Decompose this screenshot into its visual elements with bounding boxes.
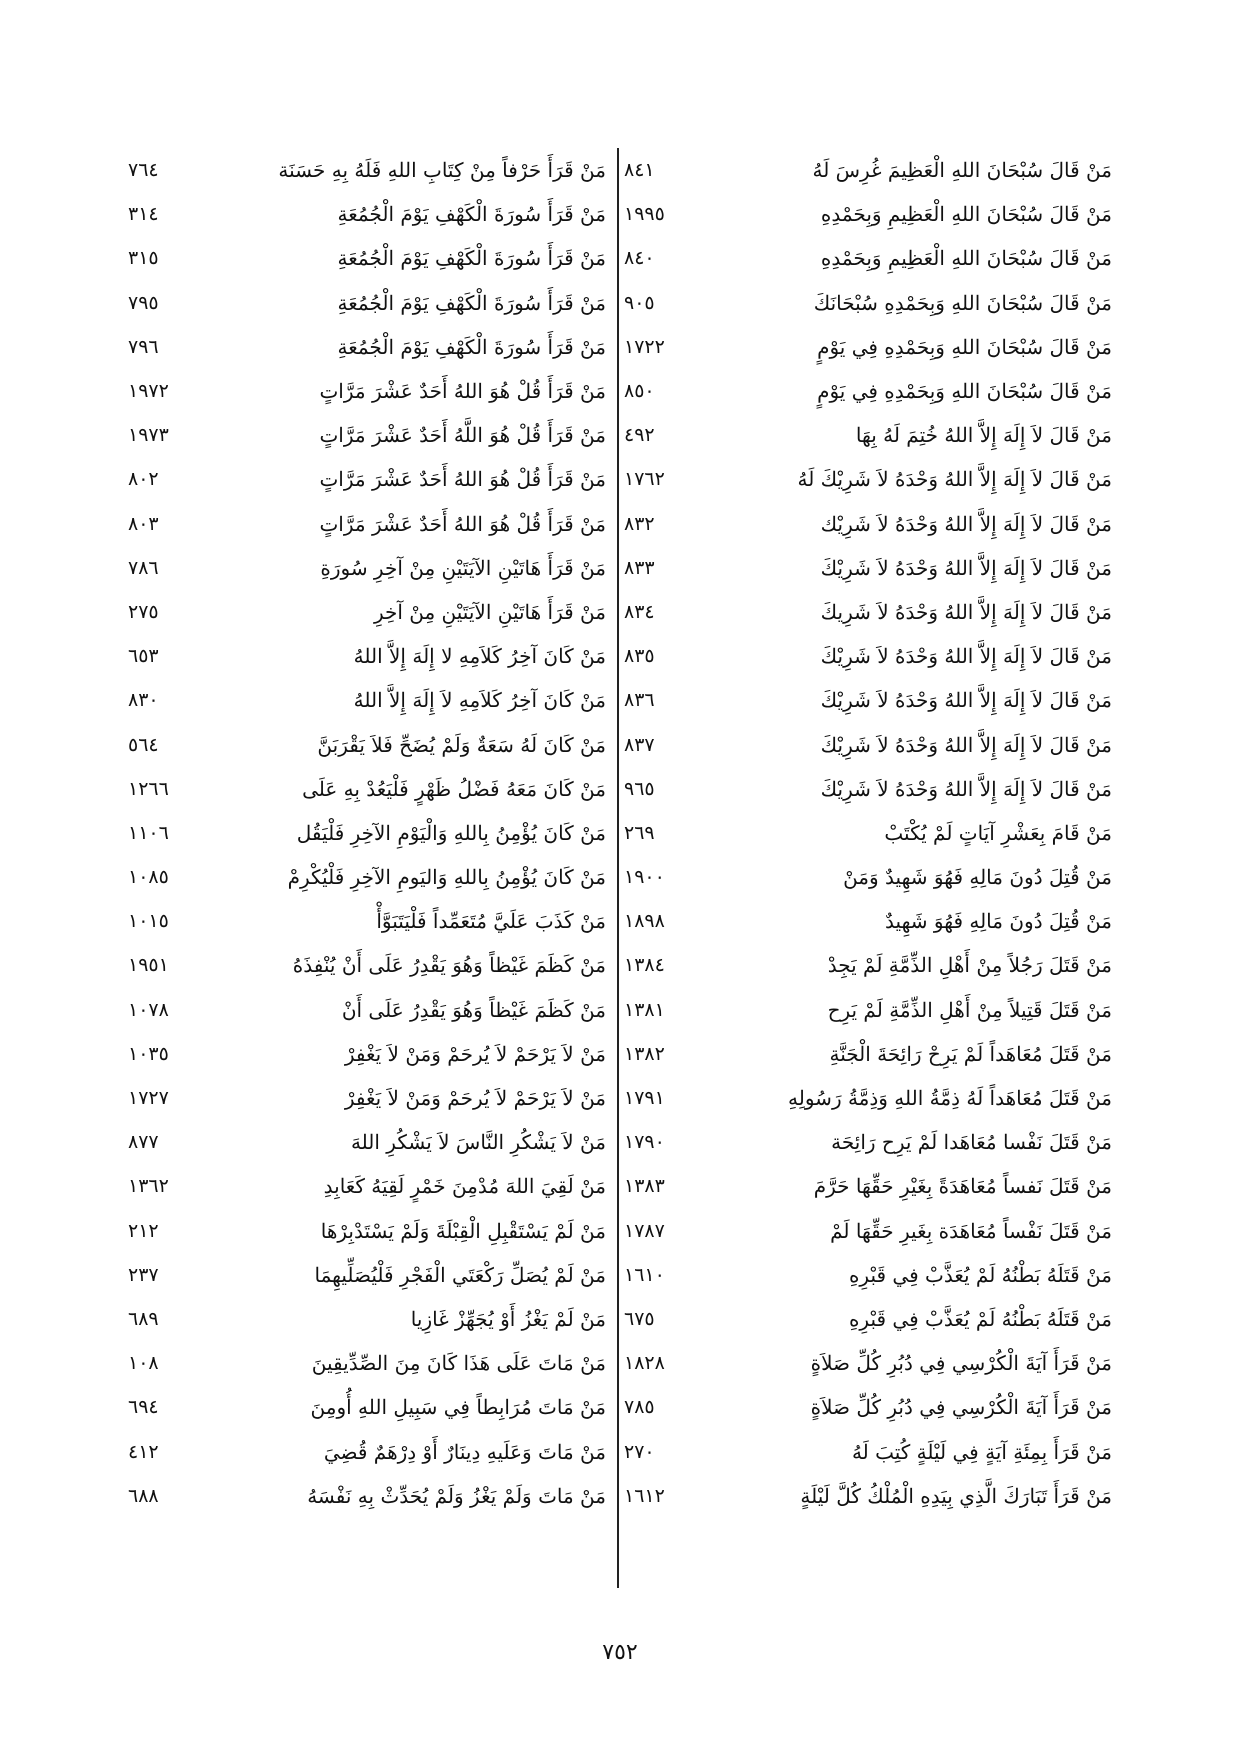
index-entry [624, 943, 1112, 987]
hadith-number: ٣١٥ [128, 247, 159, 270]
hadith-incipit: مَنْ قَالَ لاَ إِلَهَ إِلاَّ اللهُ وَحْدَهُ لاَ شَرِيْكَ [820, 732, 1112, 757]
index-entry [624, 1385, 1112, 1429]
index-entry [624, 767, 1112, 811]
column-divider [617, 148, 619, 1588]
hadith-incipit: مَنْ لَمْ يَسْتَقْبِلِ الْقِبْلَةَ وَلَمْ يَسْتَدْبِرْهَا [320, 1218, 606, 1243]
hadith-number: ٦٨٨ [128, 1484, 159, 1507]
index-entry [624, 192, 1112, 236]
hadith-number: ٨٣٣ [624, 556, 655, 579]
hadith-number: ١٩٥١ [128, 954, 169, 977]
page-number: ٧٥٢ [602, 1640, 638, 1665]
index-entry [128, 811, 606, 855]
hadith-incipit: مَنْ مَاتَ عَلَى هَذَا كَانَ مِنَ الصِّدِّيقِينَ [311, 1351, 606, 1376]
hadith-number: ١٩٩٥ [624, 203, 665, 226]
index-entry [128, 325, 606, 369]
hadith-number: ٧٩٥ [128, 291, 159, 314]
hadith-number: ٧٨٥ [624, 1396, 655, 1419]
hadith-incipit: مَنْ قَرَأَ سُورَةَ الْكَهْفِ يَوْمَ الْجُمُعَةِ [337, 334, 606, 359]
hadith-number: ٨٤١ [624, 159, 655, 182]
index-entry [624, 546, 1112, 590]
hadith-incipit: مَنْ كَانَ آخِرُ كَلاَمِهِ لا إِلَهَ إِلاَّ اللهُ [353, 644, 606, 669]
hadith-number: ٨٠٢ [128, 468, 159, 491]
hadith-number: ٦٨٩ [128, 1307, 159, 1330]
index-entry [128, 1032, 606, 1076]
index-entry [128, 502, 606, 546]
hadith-incipit: مَنْ كَانَ يُؤْمِنُ بِاللهِ وَالْيَوْمِ الآخِرِ فَلْيَقُل [296, 820, 606, 845]
hadith-number: ١٢٦٦ [128, 777, 169, 800]
hadith-incipit: مَنْ قَتَلَ نَفْساً مُعَاهَدَة بِغَيرِ حَقِّهَا لَمْ [830, 1218, 1112, 1243]
index-entry [624, 457, 1112, 501]
index-entry [624, 1429, 1112, 1473]
hadith-number: ٤١٢ [128, 1440, 159, 1463]
index-entry [624, 811, 1112, 855]
hadith-incipit: مَنْ قَرَأَ قُلْ هُوَ اللهُ أَحَدٌ عَشْرَ مَرَّاتٍ [319, 511, 606, 536]
index-entry [624, 1253, 1112, 1297]
hadith-incipit: مَنْ قَتَلَ مُعَاهَداً لَمْ يَرِحْ رَائِحَةَ الْجَنَّةِ [829, 1041, 1112, 1066]
hadith-incipit: مَنْ قَتَلَ نَفساً مُعَاهَدَةً بِغَيْرِ حَقِّهَا حَرَّمَ [813, 1174, 1112, 1199]
index-entry [128, 1429, 606, 1473]
hadith-number: ٤٩٢ [624, 424, 655, 447]
hadith-number: ١٦١٢ [624, 1484, 665, 1507]
hadith-number: ٦٩٤ [128, 1396, 159, 1419]
hadith-number: ٨٠٣ [128, 512, 159, 535]
index-entry [624, 236, 1112, 280]
hadith-number: ١٦١٠ [624, 1263, 665, 1286]
hadith-incipit: مَنْ قَالَ سُبْحَانَ اللهِ وَبِحَمْدِهِ فِي يَوْمٍ [817, 379, 1112, 404]
hadith-number: ٨٧٧ [128, 1131, 159, 1154]
hadith-incipit: مَنْ قَالَ لاَ إِلَهَ إِلاَّ اللهُ وَحْدَهُ لاَ شَرِيْكَ [820, 776, 1112, 801]
hadith-number: ٢١٢ [128, 1219, 159, 1242]
hadith-number: ١٣٨٢ [624, 1042, 665, 1065]
hadith-incipit: مَنْ قَالَ لاَ إِلَهَ إِلاَّ اللهُ وَحْدَهُ لاَ شَرِيْكَ [820, 555, 1112, 580]
index-entry [624, 369, 1112, 413]
hadith-number: ١٧٢٢ [624, 335, 665, 358]
hadith-number: ١٠١٥ [128, 910, 169, 933]
index-entry [128, 590, 606, 634]
hadith-number: ١٧٩٠ [624, 1131, 665, 1154]
hadith-incipit: مَنْ قَرَأَ هَاتَيْنِ الآيَتَيْنِ مِنْ آخِرِ سُورَةِ [320, 555, 606, 580]
hadith-number: ٨٣٢ [624, 512, 655, 535]
index-entry [128, 1164, 606, 1208]
hadith-incipit: مَنْ قَتَلَهُ بَطْنُهُ لَمْ يُعَذَّبْ فِي قَبْرِهِ [848, 1306, 1112, 1331]
hadith-number: ٦٥٣ [128, 645, 159, 668]
index-entry [624, 899, 1112, 943]
index-entry [624, 1076, 1112, 1120]
index-entry [128, 767, 606, 811]
index-entry [128, 1385, 606, 1429]
hadith-incipit: مَنْ كَانَ يُؤْمِنُ بِاللهِ وَاليَومِ الآخِرِ فَلْيُكْرِمْ [287, 865, 606, 890]
hadith-incipit: مَنْ قَرَأَ قُلْ هُوَ اللَّهُ أَحَدٌ عَشْرَ مَرَّاتٍ [319, 423, 606, 448]
index-entry [624, 1164, 1112, 1208]
hadith-incipit: مَنْ قَرَأَ آيَةَ الْكُرْسِي فِي دُبُرِ كُلِّ صَلاَةٍ [810, 1351, 1112, 1376]
hadith-incipit: مَنْ قَتَلَ قَتِيلاً مِنْ أَهْلِ الذِّمَّةِ لَمْ يَرِح [827, 997, 1112, 1022]
index-entry [624, 988, 1112, 1032]
hadith-incipit: مَنْ قَالَ سُبْحَانَ اللهِ الْعَظِيمَ غُرِسَ لَهُ [812, 158, 1112, 183]
hadith-incipit: مَنْ قُتِلَ دُونَ مَالِهِ فَهُوَ شَهِيدٌ [885, 909, 1112, 934]
hadith-number: ١١٠٦ [128, 821, 169, 844]
hadith-number: ١٨٩٨ [624, 910, 665, 933]
hadith-number: ١٣٦٢ [128, 1175, 169, 1198]
hadith-incipit: مَنْ لَمْ يَغْزُ أَوْ يُجَهِّزْ غَازِيا [410, 1306, 606, 1331]
index-entry [624, 281, 1112, 325]
index-entry [128, 943, 606, 987]
index-entry [128, 1209, 606, 1253]
hadith-number: ١٧٢٧ [128, 1087, 169, 1110]
hadith-number: ٨٤٠ [624, 247, 655, 270]
index-entry [128, 281, 606, 325]
hadith-incipit: مَنْ لَقِيَ اللهَ مُدْمِنَ خَمْرٍ لَقِيَهُ كَعَابِدِ [323, 1174, 606, 1199]
hadith-number: ١٨٢٨ [624, 1352, 665, 1375]
hadith-incipit: مَنْ قَالَ لاَ إِلَهَ إِلاَّ اللهُ وَحْدَهُ لاَ شَرِيكَ [820, 599, 1112, 624]
index-entry [624, 678, 1112, 722]
index-entry [128, 678, 606, 722]
hadith-number: ٩٦٥ [624, 777, 655, 800]
hadith-incipit: مَنْ قَالَ لاَ إِلَهَ إِلاَّ اللهُ وَحْدَهُ لاَ شَرِيْك [820, 511, 1112, 536]
hadith-incipit: مَنْ قَرَأَ تَبَارَكَ الَّذِي بِيَدِهِ الْمُلْكُ كُلَّ لَيْلَةٍ [800, 1483, 1112, 1508]
index-entry [128, 988, 606, 1032]
hadith-incipit: مَنْ قَتَلَ نَفْسا مُعَاهَدا لَمْ يَرِح رَائِحَة [831, 1130, 1112, 1155]
hadith-number: ٥٦٤ [128, 733, 159, 756]
index-entry [624, 1209, 1112, 1253]
hadith-number: ٨٣٠ [128, 689, 159, 712]
hadith-incipit: مَنْ قُتِلَ دُونَ مَالِهِ فَهُوَ شَهِيدٌ وَمَنْ [843, 865, 1112, 890]
left-index-column [128, 148, 606, 1518]
index-entry [624, 855, 1112, 899]
hadith-number: ٨٣٦ [624, 689, 655, 712]
hadith-number: ١٣٨٣ [624, 1175, 665, 1198]
index-entry [624, 1341, 1112, 1385]
hadith-incipit: مَنْ قَالَ سُبْحَانَ اللهِ الْعَظِيمِ وَبِحَمْدِهِ [820, 246, 1112, 271]
hadith-incipit: مَنْ قَرَأَ قُلْ هُوَ اللهُ أَحَدٌ عَشْرَ مَرَّاتٍ [319, 467, 606, 492]
hadith-number: ١٣٨٤ [624, 954, 665, 977]
hadith-number: ١٠٨٥ [128, 866, 169, 889]
index-entry [128, 369, 606, 413]
hadith-number: ١٠٣٥ [128, 1042, 169, 1065]
index-entry [128, 413, 606, 457]
hadith-number: ٢٧٠ [624, 1440, 655, 1463]
index-entry [624, 413, 1112, 457]
hadith-incipit: مَنْ قَالَ سُبْحَانَ اللهِ وَبِحَمْدِهِ فِي يَوْمٍ [817, 334, 1112, 359]
hadith-incipit: مَنْ كَظَمَ غَيْظاً وَهُوَ يَقْدِرُ عَلَى أَنْ [341, 997, 606, 1022]
hadith-number: ٢٧٥ [128, 600, 159, 623]
index-entry [624, 502, 1112, 546]
index-entry [624, 722, 1112, 766]
hadith-number: ١٩٧٢ [128, 380, 169, 403]
index-entry [624, 1297, 1112, 1341]
hadith-incipit: مَنْ قَرَأَ هَاتَيْنِ الآيَتَيْنِ مِنْ آخِرِ [373, 599, 606, 624]
index-entry [128, 192, 606, 236]
hadith-incipit: مَنْ قَالَ لاَ إِلَهَ إِلاَّ اللهُ وَحْدَهُ لاَ شَرِيْكَ [820, 644, 1112, 669]
hadith-incipit: مَنْ قَرَأَ سُورَةَ الْكَهْفِ يَوْمَ الْجُمُعَةِ [337, 202, 606, 227]
hadith-incipit: مَنْ كَانَ آخِرُ كَلاَمِهِ لاَ إِلَهَ إِلاَّ اللهُ [353, 688, 606, 713]
hadith-incipit: مَنْ لاَ يَشْكُرِ النَّاسَ لاَ يَشْكُرِ اللهَ [350, 1130, 606, 1155]
hadith-incipit: مَنْ مَاتَ وَعَلَيهِ دِينَارٌ أَوْ دِرْهَمٌ قُضِيَ [323, 1439, 606, 1464]
index-entry [624, 1474, 1112, 1518]
hadith-incipit: مَنْ مَاتَ مُرَابِطاً فِي سَبِيلِ اللهِ أُومِنَ [310, 1395, 606, 1420]
index-entry [128, 1076, 606, 1120]
index-entry [128, 855, 606, 899]
index-entry [624, 1120, 1112, 1164]
hadith-incipit: مَنْ قَالَ سُبْحَانَ اللهِ الْعَظِيمِ وَبِحَمْدِهِ [820, 202, 1112, 227]
hadith-incipit: مَنْ قَتَلَهُ بَطْنُهُ لَمْ يُعَذَّبْ فِي قَبْرِهِ [848, 1262, 1112, 1287]
hadith-incipit: مَنْ لاَ يَرْحَمْ لاَ يُرحَمْ وَمَنْ لاَ يَغْفِرْ [344, 1041, 606, 1066]
hadith-number: ٢٣٧ [128, 1263, 159, 1286]
hadith-incipit: مَنْ قَالَ سُبْحَانَ اللهِ وَبِحَمْدِهِ سُبْحَانَكَ [813, 290, 1112, 315]
hadith-number: ٨٥٠ [624, 380, 655, 403]
hadith-incipit: مَنْ قَرَأَ سُورَةَ الْكَهْفِ يَوْمَ الْجُمُعَةِ [337, 290, 606, 315]
index-entry [128, 634, 606, 678]
index-entry [624, 634, 1112, 678]
hadith-incipit: مَنْ قَرَأَ قُلْ هُوَ اللهُ أَحَدٌ عَشْرَ مَرَّاتٍ [319, 379, 606, 404]
index-entry [128, 148, 606, 192]
index-entry [128, 1253, 606, 1297]
hadith-number: ١٧٦٢ [624, 468, 665, 491]
hadith-incipit: مَنْ قَرَأَ سُورَةَ الْكَهْفِ يَوْمَ الْجُمُعَةِ [337, 246, 606, 271]
hadith-incipit: مَنْ قَالَ لاَ إِلَهَ إِلاَّ اللهُ وَحْدَهُ لاَ شَرِيْكَ [820, 688, 1112, 713]
hadith-number: ٣١٤ [128, 203, 159, 226]
hadith-incipit: مَنْ قَرَأَ بِمِئَةِ آيَةٍ فِي لَيْلَةٍ كُتِبَ لَهُ [851, 1439, 1112, 1464]
hadith-incipit: مَنْ قَالَ لاَ إِلَهَ إِلاَّ اللهُ وَحْدَهُ لاَ شَرِيْكَ لَهُ [797, 467, 1112, 492]
hadith-number: ٨٣٧ [624, 733, 655, 756]
hadith-number: ١٧٩١ [624, 1087, 665, 1110]
hadith-number: ١٩٧٣ [128, 424, 169, 447]
index-entry [128, 1297, 606, 1341]
hadith-incipit: مَنْ قَامَ بِعَشْرِ آيَاتٍ لَمْ يُكْتَبْ [884, 820, 1112, 845]
index-entry [624, 1032, 1112, 1076]
hadith-incipit: مَنْ كَانَ لَهُ سَعَةٌ وَلَمْ يُضَحِّ فَلاَ يَقْرَبَنَّ [317, 732, 606, 757]
index-entry [128, 1474, 606, 1518]
index-entry [624, 148, 1112, 192]
index-entry [128, 1341, 606, 1385]
hadith-incipit: مَنْ مَاتَ وَلَمْ يَغْزُ وَلَمْ يُحَدِّثْ بِهِ نَفْسَهُ [307, 1483, 606, 1508]
hadith-number: ١٧٨٧ [624, 1219, 665, 1242]
hadith-number: ٨٣٤ [624, 600, 655, 623]
hadith-incipit: مَنْ قَرَأَ حَرْفاً مِنْ كِتَابِ اللهِ فَلَهُ بِهِ حَسَنَة [278, 158, 606, 183]
index-entry [128, 899, 606, 943]
hadith-incipit: مَنْ قَتَلَ رَجُلاً مِنْ أَهْلِ الذِّمَّةِ لَمْ يَجِدْ [827, 953, 1112, 978]
hadith-incipit: مَنْ لَمْ يُصَلِّ رَكْعَتَي الْفَجْرِ فَلْيُصَلِّيهِمَا [314, 1262, 606, 1287]
hadith-incipit: مَنْ كَانَ مَعَهُ فَضْلُ ظَهْرٍ فَلْيَعُدْ بِهِ عَلَى [302, 776, 606, 801]
hadith-incipit: مَنْ لاَ يَرْحَمْ لاَ يُرحَمْ وَمَنْ لاَ يَغْفِرْ [344, 1086, 606, 1111]
hadith-number: ١٠٧٨ [128, 998, 169, 1021]
hadith-number: ١٣٨١ [624, 998, 665, 1021]
hadith-number: ٨٣٥ [624, 645, 655, 668]
hadith-incipit: مَنْ كَذَبَ عَلَيَّ مُتَعَمِّداً فَلْيَتَبَوَّأْ [376, 909, 606, 934]
hadith-number: ٧٦٤ [128, 159, 159, 182]
hadith-incipit: مَنْ قَتَلَ مُعَاهَداً لَهُ ذِمَّةُ اللهِ وَذِمَّةُ رَسُولِهِ [788, 1086, 1112, 1111]
index-entry [128, 722, 606, 766]
right-index-column [624, 148, 1112, 1518]
hadith-number: ٢٦٩ [624, 821, 655, 844]
index-entry [624, 325, 1112, 369]
index-entry [128, 236, 606, 280]
index-entry [128, 457, 606, 501]
hadith-incipit: مَنْ كَظَمَ غَيْظاً وَهُوَ يَقْدِرُ عَلَى أَنْ يُنْفِذَهُ [292, 953, 606, 978]
hadith-number: ٩٠٥ [624, 291, 655, 314]
index-entry [128, 1120, 606, 1164]
hadith-number: ١٩٠٠ [624, 866, 665, 889]
hadith-incipit: مَنْ قَرَأَ آيَةَ الْكُرْسِي فِي دُبُرِ كُلِّ صَلاَةٍ [810, 1395, 1112, 1420]
hadith-incipit: مَنْ قَالَ لاَ إِلَهَ إِلاَّ اللهُ خُتِمَ لَهُ بِهَا [855, 423, 1112, 448]
hadith-number: ٧٨٦ [128, 556, 159, 579]
index-entry [624, 590, 1112, 634]
hadith-number: ٦٧٥ [624, 1307, 655, 1330]
index-entry [128, 546, 606, 590]
hadith-number: ٧٩٦ [128, 335, 159, 358]
hadith-number: ١٠٨ [128, 1352, 159, 1375]
